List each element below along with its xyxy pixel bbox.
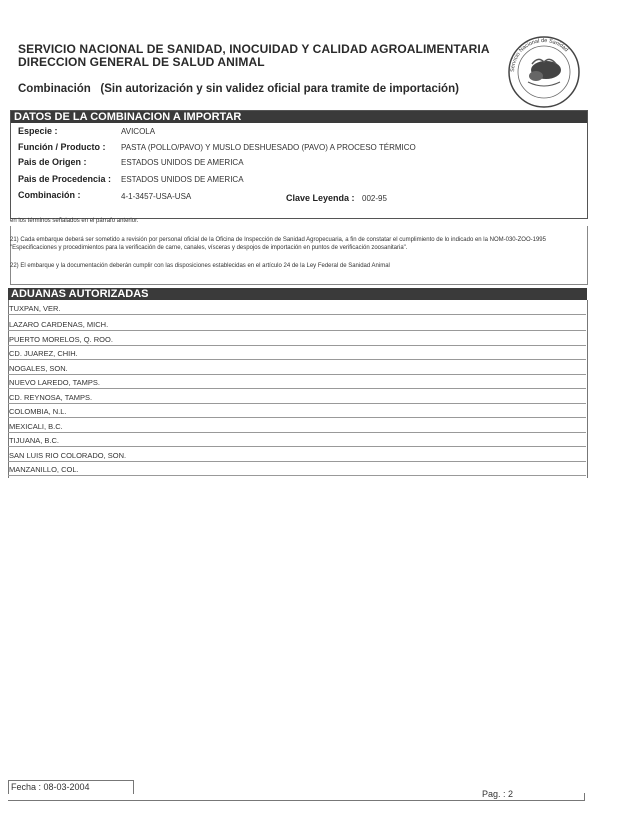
aduana-row	[8, 331, 586, 346]
directorate-title: DIRECCION GENERAL DE SALUD ANIMAL	[18, 55, 265, 69]
aduanas-title: ADUANAS AUTORIZADAS	[8, 288, 587, 300]
aduana-row	[8, 432, 586, 447]
aduana-row	[8, 345, 586, 360]
page-number: Pag. : 2	[482, 789, 514, 799]
field-value-especie: AVICOLA	[121, 127, 156, 136]
aduana-row	[8, 403, 586, 418]
aduana-name: COLOMBIA, N.L.	[9, 407, 67, 416]
aduana-name: MEXICALI, B.C.	[9, 422, 63, 431]
field-label-producto: Función / Producto :	[18, 142, 106, 152]
aduana-row	[8, 389, 586, 404]
note-21: 21) Cada embarque deberá ser sometido a revisión por personal oficial de la Oficina de Inspección de Sanidad Agropecuaria, a fin de constatar el cumplimiento de lo indicado en la NOM-030-ZOO-1995 "Especificaciones y procedimientos para la verificación de carne, canales, vísceras y despojos de importación en puntos de verificación zoosanitaria".	[10, 237, 546, 251]
aduana-name: CD. JUAREZ, CHIH.	[9, 349, 78, 358]
field-value-combinacion: 4-1-3457-USA-USA	[121, 192, 192, 201]
aduana-name: PUERTO MORELOS, Q. ROO.	[9, 335, 113, 344]
aduana-row	[8, 418, 586, 433]
document-subtitle: Combinación (Sin autorización y sin validez oficial para tramite de importación)	[18, 83, 459, 95]
notes-box	[10, 226, 588, 285]
aduana-name: CD. REYNOSA, TAMPS.	[9, 393, 93, 402]
aduana-name: TUXPAN, VER.	[9, 304, 61, 313]
clave-leyenda-value: 002-95	[362, 194, 387, 203]
note-continuation: en los términos señalados en el párrafo anterior.	[10, 218, 139, 224]
aduana-name: LAZARO CARDENAS, MICH.	[9, 320, 109, 329]
field-value-producto: PASTA (POLLO/PAVO) Y MUSLO DESHUESADO (PAVO) A PROCESO TÉRMICO	[121, 143, 416, 152]
aduana-row	[8, 300, 586, 315]
field-label-pais-origen: Pais de Origen :	[18, 157, 87, 167]
aduana-name: SAN LUIS RIO COLORADO, SON.	[9, 451, 127, 460]
aduana-name: MANZANILLO, COL.	[9, 465, 79, 474]
aduana-name: NOGALES, SON.	[9, 364, 68, 373]
agency-title: SERVICIO NACIONAL DE SANIDAD, INOCUIDAD Y CALIDAD AGROALIMENTARIA	[18, 42, 490, 56]
note-22: 22) El embarque y la documentación deberán cumplir con las disposiciones establecidas en el artículo 24 de la Ley Federal de Sanidad Animal	[10, 263, 390, 269]
field-label-pais-procedencia: Pais de Procedencia :	[18, 174, 112, 184]
aduana-row	[8, 374, 586, 389]
aduana-row	[8, 447, 586, 462]
field-value-pais-origen: ESTADOS UNIDOS DE AMERICA	[121, 158, 244, 167]
combination-data-title: DATOS DE LA COMBINACION A IMPORTAR	[11, 111, 587, 123]
fecha: Fecha : 08-03-2004	[11, 782, 90, 792]
aduana-row	[8, 316, 586, 331]
aduana-name: TIJUANA, B.C.	[9, 436, 60, 445]
field-label-especie: Especie :	[18, 126, 58, 136]
aduana-name: NUEVO LAREDO, TAMPS.	[9, 378, 100, 387]
field-value-pais-procedencia: ESTADOS UNIDOS DE AMERICA	[121, 175, 244, 184]
field-label-combinacion: Combinación :	[18, 190, 81, 200]
svg-text:Servicio Nacional de Sanidad: Servicio Nacional de Sanidad	[509, 37, 570, 73]
fecha-box	[8, 780, 134, 794]
official-seal-icon	[506, 34, 582, 110]
aduana-row	[8, 461, 586, 476]
aduana-row	[8, 360, 586, 375]
clave-leyenda-label: Clave Leyenda :	[286, 193, 355, 203]
